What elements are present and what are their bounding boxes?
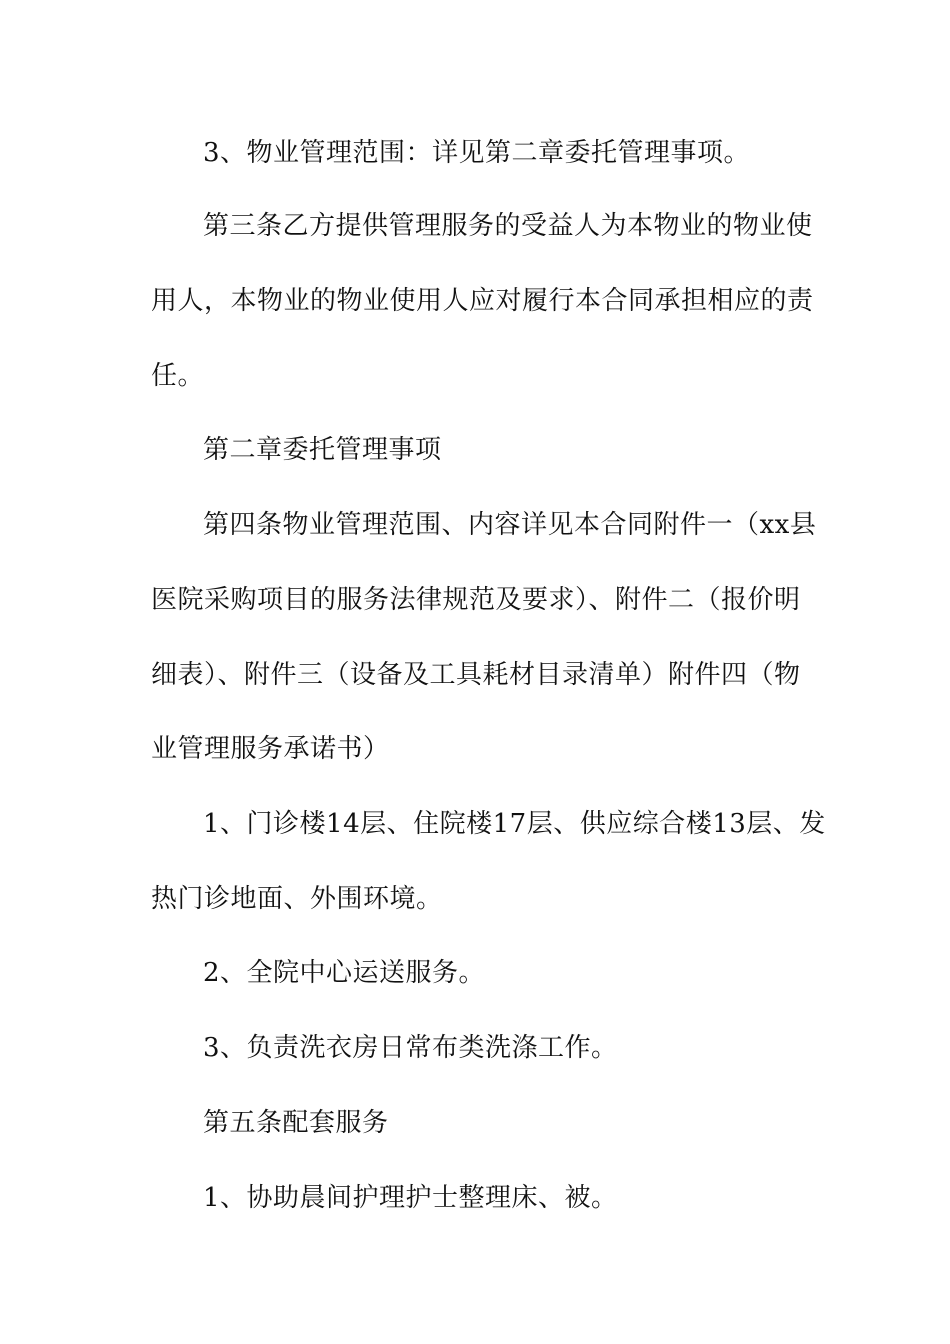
text-line: 1、门诊楼14层、住院楼17层、供应综合楼13层、发 xyxy=(203,809,826,839)
text-line: 3、负责洗衣房日常布类洗涤工作。 xyxy=(203,1033,618,1063)
text-line: 第四条物业管理范围、内容详见本合同附件一（xx县 xyxy=(203,510,817,540)
text-line: 细表）、附件三（设备及工具耗材目录清单）附件四（物 xyxy=(151,660,801,690)
text-line: 任。 xyxy=(151,361,205,391)
text-line: 第三条乙方提供管理服务的受益人为本物业的物业使 xyxy=(203,211,813,241)
text-line: 业管理服务承诺书） xyxy=(151,734,390,764)
section-heading: 第二章委托管理事项 xyxy=(203,435,442,465)
text-line: 医院采购项目的服务法律规范及要求）、附件二（报价明 xyxy=(151,585,801,615)
text-line: 用人，本物业的物业使用人应对履行本合同承担相应的责 xyxy=(151,286,814,316)
text-line: 热门诊地面、外围环境。 xyxy=(151,884,443,914)
text-line: 3、物业管理范围：详见第二章委托管理事项。 xyxy=(203,138,751,168)
section-heading: 第五条配套服务 xyxy=(203,1108,389,1138)
text-line: 2、全院中心运送服务。 xyxy=(203,958,486,988)
text-line: 1、协助晨间护理护士整理床、被。 xyxy=(203,1183,618,1213)
